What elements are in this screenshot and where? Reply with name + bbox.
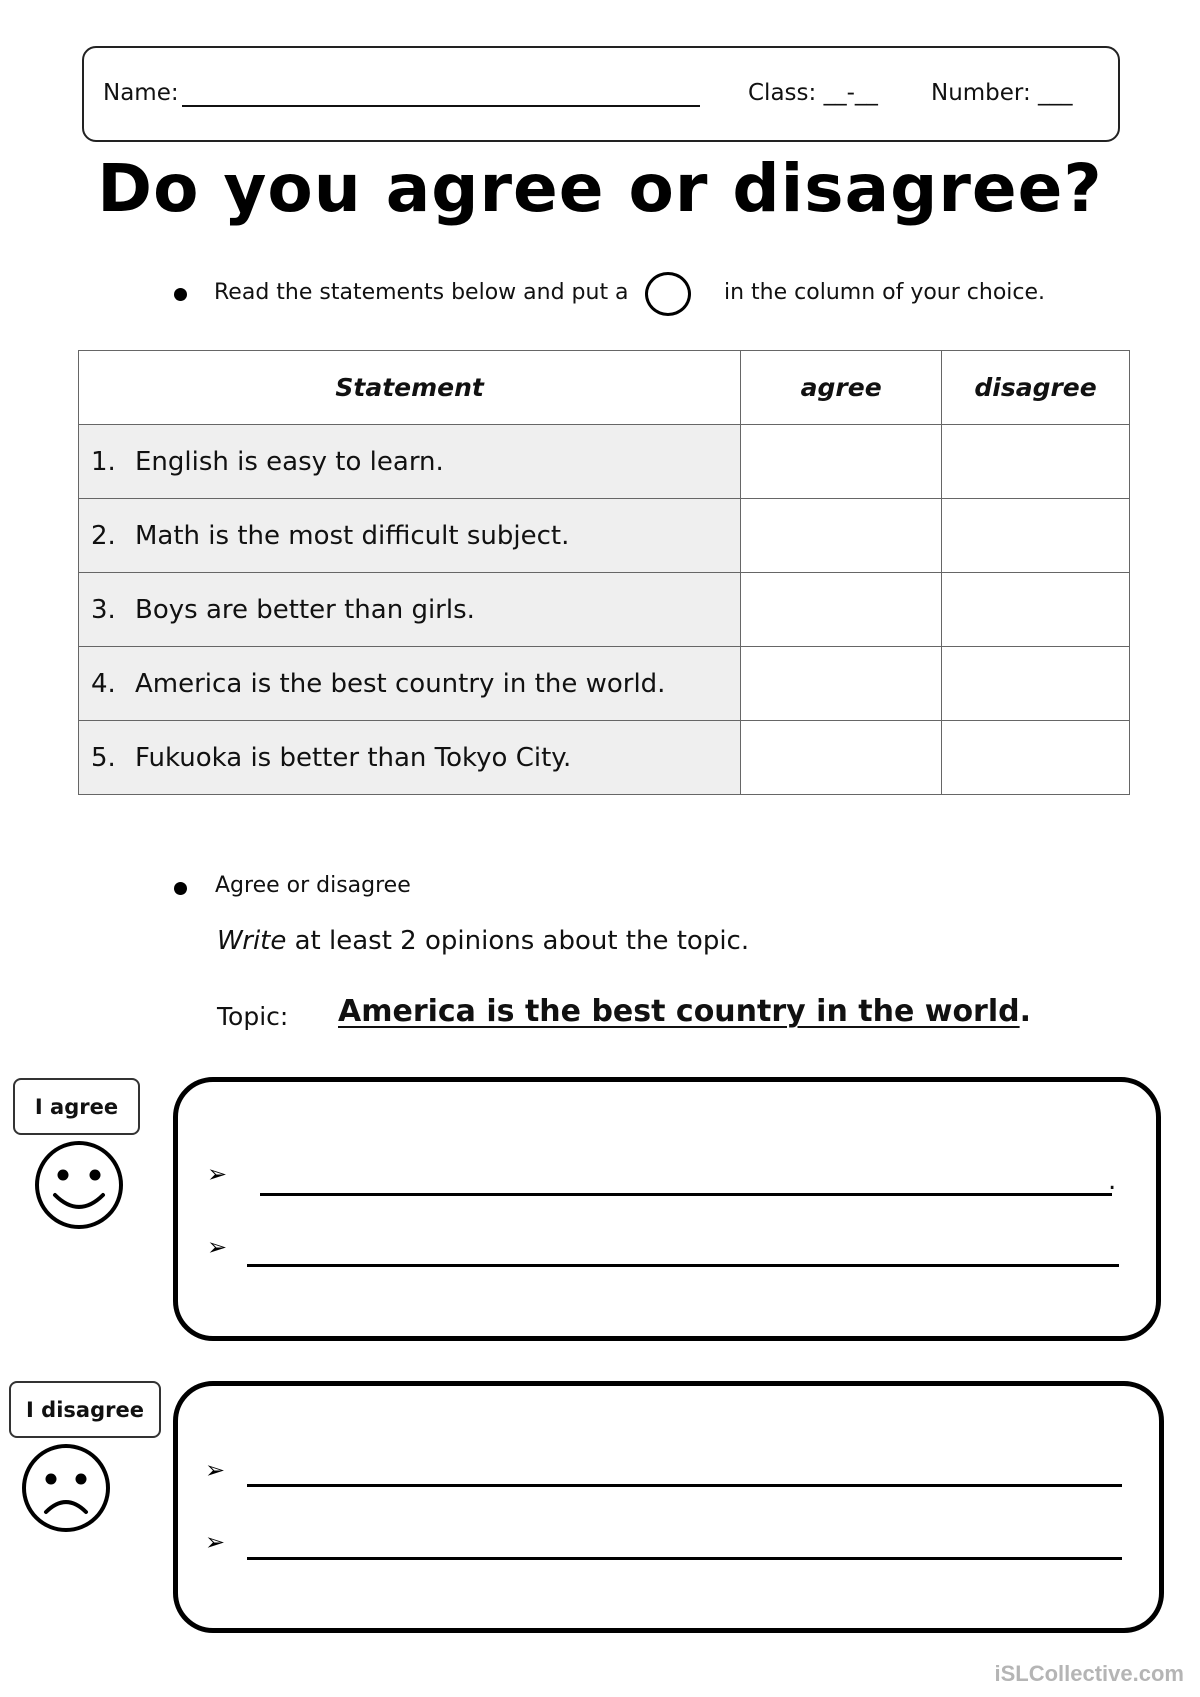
arrow-bullet-icon: ➢ xyxy=(205,1456,226,1484)
topic-text: America is the best country in the world xyxy=(338,994,1020,1029)
i-disagree-label: I disagree xyxy=(9,1381,161,1438)
disagree-cell[interactable] xyxy=(942,573,1130,647)
agree-answer-line[interactable] xyxy=(247,1264,1119,1267)
statement-text: Math is the most difficult subject. xyxy=(135,520,570,551)
instruction-text-end: in the column of your choice. xyxy=(724,280,1046,305)
agree-line-period: . xyxy=(1108,1166,1117,1196)
bullet-icon xyxy=(174,288,187,301)
name-field[interactable] xyxy=(182,105,700,107)
table-row xyxy=(79,647,1130,721)
topic-period: . xyxy=(1019,994,1032,1029)
statement-cell xyxy=(79,647,741,721)
disagree-opinion-box xyxy=(173,1381,1164,1633)
instruction-text-start: Read the statements below and put a xyxy=(214,280,629,305)
agree-cell[interactable] xyxy=(741,573,942,647)
disagree-cell[interactable] xyxy=(942,647,1130,721)
table-row xyxy=(79,499,1130,573)
statement-cell xyxy=(79,721,741,795)
statement-number: 3. xyxy=(91,594,116,625)
agree-cell[interactable] xyxy=(741,499,942,573)
table-row xyxy=(79,573,1130,647)
smiley-face-icon xyxy=(33,1139,125,1231)
statement-text: Fukuoka is better than Tokyo City. xyxy=(135,742,572,773)
agree-cell[interactable] xyxy=(741,425,942,499)
number-label[interactable]: Number: ___ xyxy=(931,80,1073,106)
table-header-row xyxy=(79,351,1130,425)
statement-cell xyxy=(79,425,741,499)
arrow-bullet-icon: ➢ xyxy=(207,1233,228,1261)
agree-cell[interactable] xyxy=(741,647,942,721)
table-row xyxy=(79,425,1130,499)
name-label: Name: xyxy=(103,80,179,106)
disagree-cell[interactable] xyxy=(942,499,1130,573)
agree-header: agree xyxy=(741,351,942,425)
i-agree-label: I agree xyxy=(13,1078,140,1135)
topic xyxy=(338,994,1031,1029)
agree-opinion-box xyxy=(173,1077,1161,1341)
disagree-answer-line[interactable] xyxy=(247,1484,1122,1487)
agree-answer-line[interactable] xyxy=(260,1193,1112,1196)
disagree-answer-line[interactable] xyxy=(247,1557,1122,1560)
topic-label: Topic: xyxy=(217,1002,289,1031)
class-label[interactable]: Class: __-__ xyxy=(748,80,878,106)
agree-or-disagree-heading: Agree or disagree xyxy=(215,873,411,898)
arrow-bullet-icon: ➢ xyxy=(205,1528,226,1556)
statement-text: America is the best country in the world. xyxy=(135,668,666,699)
table-row xyxy=(79,721,1130,795)
statement-text: Boys are better than girls. xyxy=(135,594,475,625)
disagree-header: disagree xyxy=(942,351,1130,425)
statement-number: 4. xyxy=(91,668,116,699)
statement-number: 2. xyxy=(91,520,116,551)
statement-number: 1. xyxy=(91,446,116,477)
disagree-cell[interactable] xyxy=(942,721,1130,795)
sad-face-icon xyxy=(20,1442,112,1534)
disagree-cell[interactable] xyxy=(942,425,1130,499)
page-title: Do you agree or disagree? xyxy=(97,150,1103,227)
statement-table xyxy=(78,350,1130,795)
statement-header: Statement xyxy=(79,351,741,425)
write-word: Write xyxy=(217,926,287,956)
write-instruction xyxy=(217,926,749,956)
statement-number: 5. xyxy=(91,742,116,773)
circle-icon xyxy=(645,272,691,316)
statement-cell xyxy=(79,573,741,647)
watermark: iSLCollective.com xyxy=(994,1661,1184,1686)
agree-cell[interactable] xyxy=(741,721,942,795)
statement-cell xyxy=(79,499,741,573)
write-instruction-rest: at least 2 opinions about the topic. xyxy=(286,926,750,956)
arrow-bullet-icon: ➢ xyxy=(207,1160,228,1188)
statement-text: English is easy to learn. xyxy=(135,446,444,477)
bullet-icon xyxy=(174,882,187,895)
